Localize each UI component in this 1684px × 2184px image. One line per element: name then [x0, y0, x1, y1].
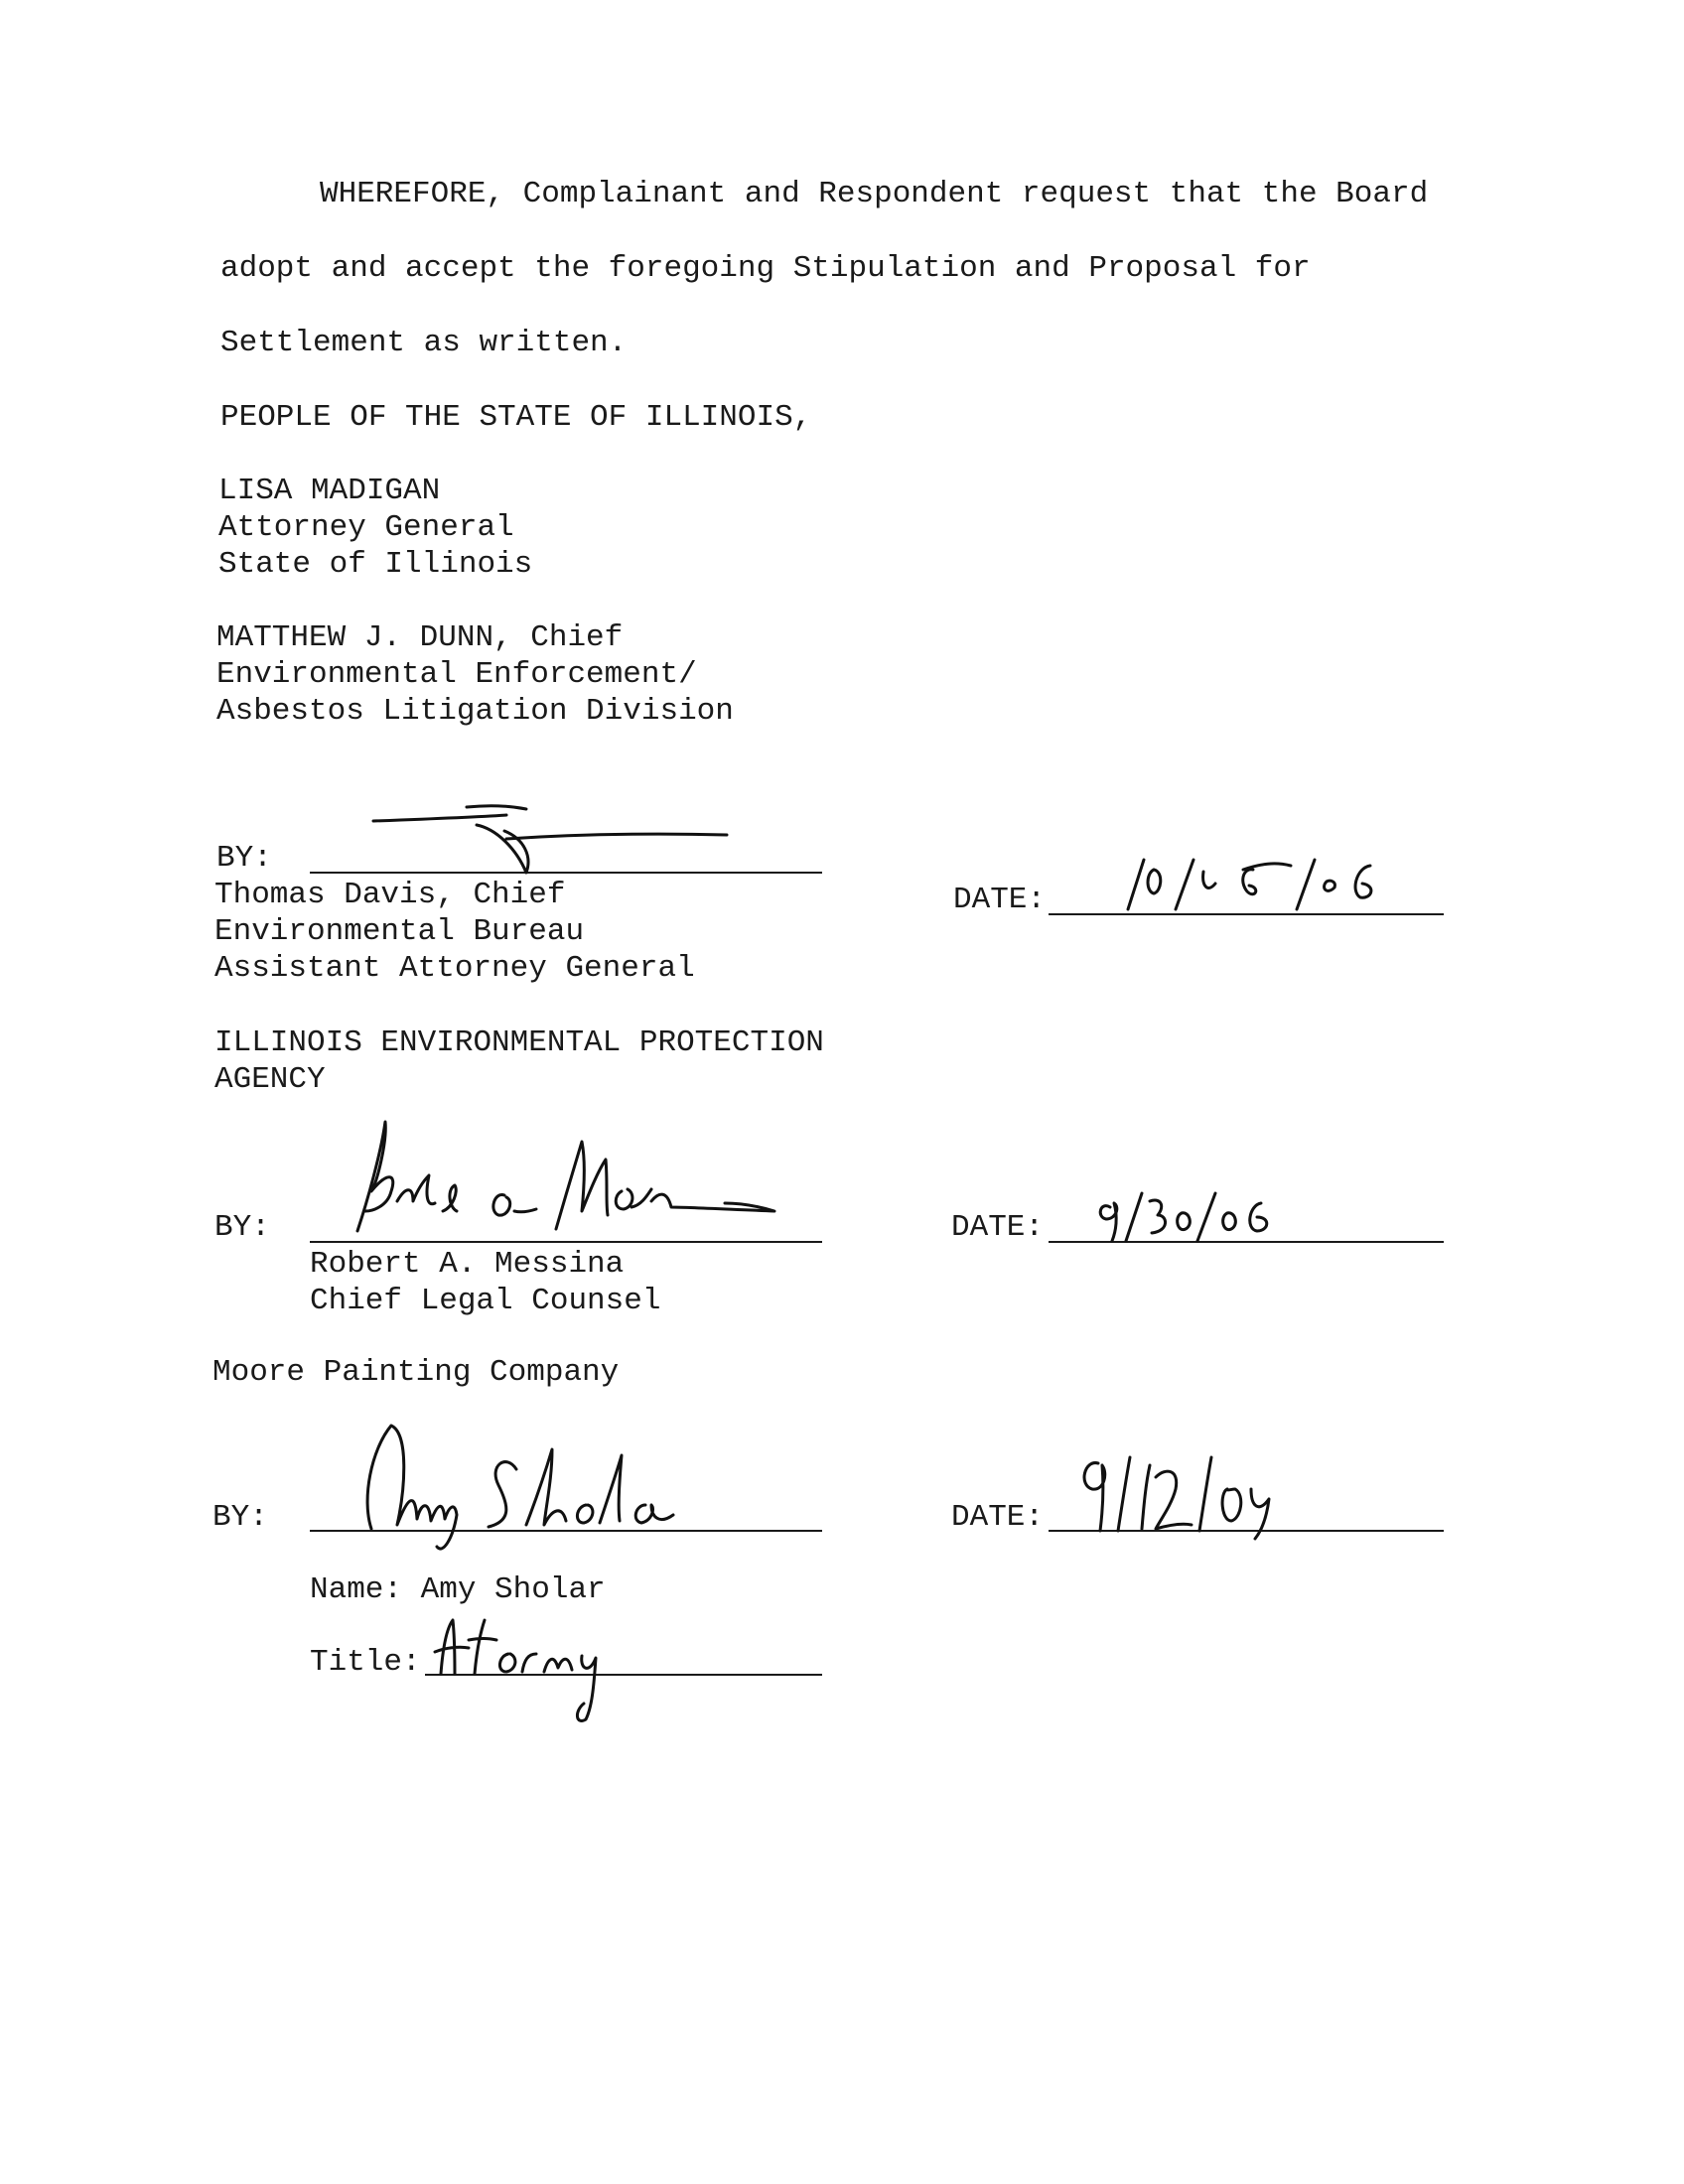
- attorney-general-name: LISA MADIGAN: [218, 474, 441, 508]
- signer1-date-value: [1092, 874, 1093, 875]
- signature-thomas-davis-icon: [357, 799, 745, 879]
- people-heading: PEOPLE OF THE STATE OF ILLINOIS,: [220, 400, 812, 435]
- signer2-by-label: BY:: [214, 1210, 270, 1245]
- signer3-title-label: Title:: [310, 1645, 421, 1680]
- division-line-3: Asbestos Litigation Division: [216, 694, 734, 729]
- closing-line-1: WHEREFORE, Complainant and Respondent request that the Board: [320, 177, 1429, 211]
- signer3-date-label: DATE:: [951, 1500, 1045, 1535]
- signer1-by-label: BY:: [216, 841, 272, 876]
- signer2-name: Robert A. Messina: [310, 1247, 625, 1282]
- signer2-title: Chief Legal Counsel: [310, 1284, 661, 1318]
- signer3-title-handwritten: [425, 1608, 643, 1727]
- attorney-general-state: State of Illinois: [218, 547, 533, 582]
- closing-line-2: adopt and accept the foregoing Stipulation and Proposal for: [220, 251, 1311, 286]
- signer1-line-2: Environmental Bureau: [214, 914, 585, 949]
- agency-line-2: AGENCY: [214, 1062, 326, 1097]
- signer3-by-label: BY:: [212, 1500, 268, 1535]
- signer2-date-label: DATE:: [951, 1210, 1045, 1245]
- signer2-date-handwritten: [1090, 1187, 1289, 1247]
- signer1-date-label: DATE:: [953, 883, 1047, 917]
- signer3-title-value: [427, 1638, 428, 1639]
- signature-robert-messina-icon: [348, 1112, 794, 1251]
- signature-amy-sholar-icon: [357, 1410, 685, 1559]
- closing-line-3: Settlement as written.: [220, 326, 628, 360]
- signer3-name: Name: Amy Sholar: [310, 1572, 606, 1607]
- division-chief-name: MATTHEW J. DUNN, Chief: [216, 620, 624, 655]
- division-line-2: Environmental Enforcement/: [216, 657, 697, 692]
- attorney-general-title: Attorney General: [218, 510, 514, 545]
- signer1-name: Thomas Davis, Chief: [214, 878, 566, 912]
- signer3-date-handwritten: [1072, 1449, 1311, 1549]
- signer3-date-value: [1092, 1489, 1093, 1490]
- signer1-line-3: Assistant Attorney General: [214, 951, 695, 986]
- agency-line-1: ILLINOIS ENVIRONMENTAL PROTECTION: [214, 1025, 824, 1060]
- signer2-date-value: [1092, 1201, 1093, 1202]
- signer1-date-handwritten: [1112, 852, 1450, 917]
- company-name: Moore Painting Company: [212, 1355, 620, 1390]
